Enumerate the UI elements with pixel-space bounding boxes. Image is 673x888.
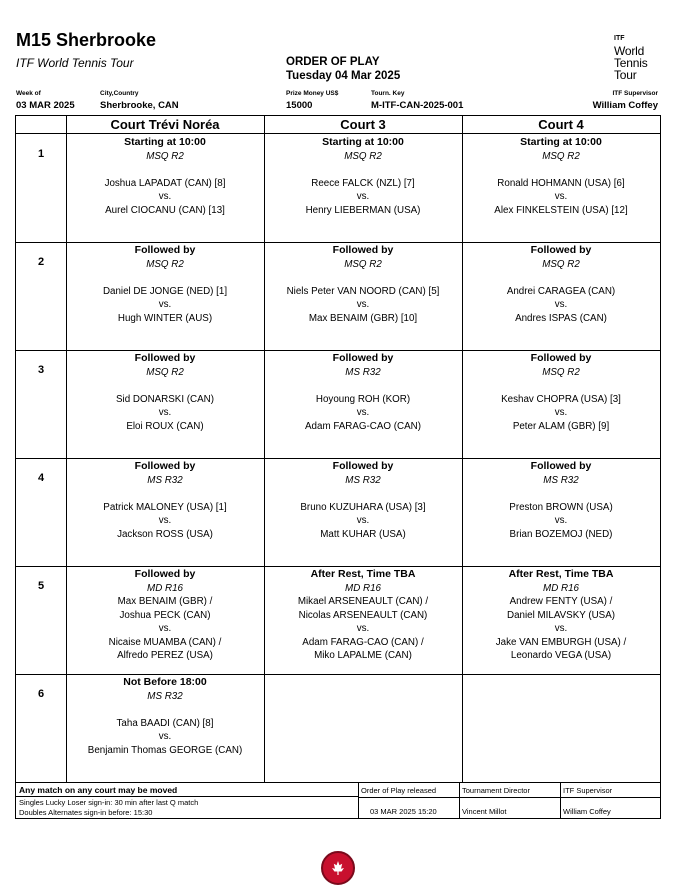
tour-subtitle: ITF World Tennis Tour <box>16 56 134 70</box>
player-name: Andres ISPAS (CAN) <box>515 312 607 324</box>
grid-corner <box>16 116 66 134</box>
supervisor-value: William Coffey <box>592 100 658 111</box>
player-name: Keshav CHOPRA (USA) [3] <box>501 393 621 405</box>
footer-divider <box>459 783 460 818</box>
match-cell <box>264 244 462 325</box>
player-name: Matt KUHAR (USA) <box>320 528 406 540</box>
city-block <box>100 90 179 111</box>
match-start-time: Starting at 10:00 <box>322 136 404 148</box>
logo-line1: World <box>614 44 645 58</box>
match-start-time: Followed by <box>332 352 394 364</box>
week-label: Week of <box>16 90 41 97</box>
spacer <box>264 271 462 285</box>
tennis-canada-seal <box>321 851 355 885</box>
match-start-time: Followed by <box>134 460 196 472</box>
match-start-time: Starting at 10:00 <box>520 136 602 148</box>
versus-label: vs. <box>554 407 568 418</box>
player-name: Mikael ARSENEAULT (CAN) / <box>297 596 429 607</box>
match-round: MS R32 <box>543 474 579 486</box>
versus-label: vs. <box>158 731 172 742</box>
spacer <box>66 163 264 177</box>
logo-itf: ITF <box>614 35 625 42</box>
match-round: MSQ R2 <box>146 258 184 270</box>
alternates-note: Doubles Alternates sign-in before: 15:30 <box>19 808 153 817</box>
match-round: MS R32 <box>147 690 183 702</box>
player-name: Max BENAIM (GBR) [10] <box>308 312 418 324</box>
row-divider <box>16 566 660 567</box>
player-name: Ronald HOHMANN (USA) [6] <box>497 177 625 189</box>
player-name: Reece FALCK (NZL) [7] <box>311 177 415 189</box>
player-name: Joshua PECK (CAN) <box>119 609 211 621</box>
versus-label: vs. <box>554 299 568 310</box>
player-name: Peter ALAM (GBR) [9] <box>512 420 610 432</box>
spacer <box>462 271 660 285</box>
spacer <box>264 163 462 177</box>
match-round: MD R16 <box>147 582 183 594</box>
player-name: Andrew FENTY (USA) / <box>509 596 613 607</box>
footer-rule <box>358 797 660 798</box>
supervisor-label: ITF Supervisor <box>612 90 658 97</box>
player-name: Alex FINKELSTEIN (USA) [12] <box>494 204 628 216</box>
match-round: MSQ R2 <box>146 150 184 162</box>
player-name: Max BENAIM (GBR) / <box>117 596 213 607</box>
match-round: MD R16 <box>543 582 579 594</box>
match-start-time: Followed by <box>134 568 196 580</box>
match-start-time: Followed by <box>134 244 196 256</box>
match-start-time: Followed by <box>332 244 394 256</box>
match-start-time: Starting at 10:00 <box>124 136 206 148</box>
row-number: 2 <box>37 256 45 268</box>
player-name: Brian BOZEMOJ (NED) <box>509 528 613 540</box>
released-value: 03 MAR 2025 15:20 <box>370 807 437 816</box>
match-start-time: Followed by <box>530 244 592 256</box>
logo-line2: Tennis <box>614 56 648 70</box>
versus-label: vs. <box>158 515 172 526</box>
match-round: MSQ R2 <box>542 258 580 270</box>
spacer <box>66 703 264 717</box>
court-move-notice: Any match on any court may be moved <box>16 783 358 797</box>
spacer <box>66 487 264 501</box>
spacer <box>462 379 660 393</box>
maple-leaf-icon <box>332 861 344 875</box>
match-round: MS R32 <box>147 474 183 486</box>
player-name: Leonardo VEGA (USA) <box>510 650 612 661</box>
supervisor-block <box>593 90 658 111</box>
key-block <box>371 90 463 111</box>
spacer <box>66 271 264 285</box>
match-cell <box>66 460 264 541</box>
row-divider <box>16 674 660 675</box>
match-cell <box>66 568 264 663</box>
court-header: Court 3 <box>264 116 462 134</box>
player-name: Nicolas ARSENEAULT (CAN) <box>298 609 428 621</box>
footer-divider <box>560 783 561 818</box>
player-name: Jake VAN EMBURGH (USA) / <box>495 636 627 648</box>
player-name: Daniel MILAVSKY (USA) <box>507 609 615 621</box>
player-name: Miko LAPALME (CAN) <box>314 650 412 661</box>
key-label: Tourn. Key <box>371 90 405 97</box>
spacer <box>264 379 462 393</box>
match-start-time: Followed by <box>530 352 592 364</box>
versus-label: vs. <box>158 299 172 310</box>
prize-value: 15000 <box>286 100 313 111</box>
match-start-time: Followed by <box>332 460 394 472</box>
match-cell <box>66 244 264 325</box>
player-name: Bruno KUZUHARA (USA) [3] <box>300 501 426 513</box>
spacer <box>462 487 660 501</box>
city-label: City,Country <box>100 90 139 97</box>
row-number: 3 <box>37 364 45 376</box>
spacer <box>462 163 660 177</box>
versus-label: vs. <box>158 623 172 634</box>
match-round: MSQ R2 <box>344 150 382 162</box>
player-name: Alfredo PEREZ (USA) <box>117 650 213 661</box>
versus-label: vs. <box>554 191 568 202</box>
court-header: Court Trévi Noréa <box>66 116 264 134</box>
player-name: Patrick MALONEY (USA) [1] <box>103 501 227 513</box>
player-name: Hoyoung ROH (KOR) <box>315 393 411 405</box>
match-cell <box>264 460 462 541</box>
order-of-play-heading: ORDER OF PLAY <box>286 56 380 68</box>
row-number: 5 <box>37 580 45 592</box>
player-name: Nicaise MUAMBA (CAN) / <box>108 636 222 648</box>
match-round: MS R32 <box>345 366 381 378</box>
match-round: MSQ R2 <box>344 258 382 270</box>
order-of-play-grid <box>15 115 661 783</box>
row-divider <box>16 350 660 351</box>
player-name: Adam FARAG-CAO (CAN) <box>305 420 421 432</box>
player-name: Daniel DE JONGE (NED) [1] <box>102 285 228 297</box>
row-number: 4 <box>37 472 45 484</box>
player-name: Eloi ROUX (CAN) <box>126 420 204 432</box>
court-header: Court 4 <box>462 116 660 134</box>
director-value: Vincent Millot <box>462 807 507 816</box>
versus-label: vs. <box>554 515 568 526</box>
player-name: Adam FARAG-CAO (CAN) / <box>302 636 424 648</box>
player-name: Hugh WINTER (AUS) <box>117 312 213 324</box>
player-name: Henry LIEBERMAN (USA) <box>305 204 421 216</box>
match-cell <box>462 568 660 663</box>
week-value: 03 MAR 2025 <box>16 100 75 111</box>
row-divider <box>16 242 660 243</box>
match-start-time: After Rest, Time TBA <box>310 568 416 580</box>
match-cell <box>264 352 462 433</box>
footer <box>15 783 661 819</box>
player-name: Aurel CIOCANU (CAN) [13] <box>105 204 225 216</box>
key-value: M-ITF-CAN-2025-001 <box>371 100 464 111</box>
match-start-time: After Rest, Time TBA <box>508 568 614 580</box>
match-round: MD R16 <box>345 582 381 594</box>
row-number: 1 <box>37 148 45 160</box>
player-name: Benjamin Thomas GEORGE (CAN) <box>87 744 243 756</box>
row-divider <box>16 458 660 459</box>
match-start-time: Not Before 18:00 <box>123 676 207 688</box>
match-start-time: Followed by <box>134 352 196 364</box>
versus-label: vs. <box>356 191 370 202</box>
match-cell <box>462 136 660 217</box>
tournament-title: M15 Sherbrooke <box>16 30 157 50</box>
prize-block <box>286 90 338 111</box>
footer-divider <box>358 783 359 818</box>
director-label: Tournament Director <box>462 786 530 795</box>
match-start-time: Followed by <box>530 460 592 472</box>
match-cell <box>66 676 264 757</box>
match-round: MSQ R2 <box>542 366 580 378</box>
itf-logo <box>614 27 662 82</box>
player-name: Preston BROWN (USA) <box>509 501 613 513</box>
versus-label: vs. <box>158 407 172 418</box>
match-round: MSQ R2 <box>542 150 580 162</box>
logo-line3: Tour <box>614 68 637 82</box>
match-cell <box>264 136 462 217</box>
spacer <box>66 379 264 393</box>
versus-label: vs. <box>554 623 568 634</box>
prize-label: Prize Money US$ <box>286 90 339 97</box>
match-cell <box>66 352 264 433</box>
match-round: MS R32 <box>345 474 381 486</box>
player-name: Sid DONARSKI (CAN) <box>116 393 214 405</box>
week-block <box>16 90 75 111</box>
footer-supervisor-value: William Coffey <box>563 807 611 816</box>
lucky-loser-note: Singles Lucky Loser sign-in: 30 min after last Q match <box>19 798 199 807</box>
match-cell <box>462 352 660 433</box>
released-label: Order of Play released <box>361 786 437 795</box>
versus-label: vs. <box>356 623 370 634</box>
versus-label: vs. <box>356 407 370 418</box>
footer-supervisor-label: ITF Supervisor <box>563 786 613 795</box>
versus-label: vs. <box>158 191 172 202</box>
player-name: Jackson ROSS (USA) <box>117 528 213 540</box>
match-cell <box>66 136 264 217</box>
player-name: Taha BAADI (CAN) [8] <box>116 717 214 729</box>
player-name: Niels Peter VAN NOORD (CAN) [5] <box>286 285 440 297</box>
spacer <box>264 487 462 501</box>
row-number: 6 <box>37 688 45 700</box>
player-name: Andrei CARAGEA (CAN) <box>506 285 616 297</box>
play-date: Tuesday 04 Mar 2025 <box>286 70 401 82</box>
player-name: Joshua LAPADAT (CAN) [8] <box>104 177 226 189</box>
match-round: MSQ R2 <box>146 366 184 378</box>
versus-label: vs. <box>356 299 370 310</box>
match-cell <box>264 568 462 663</box>
match-cell <box>462 244 660 325</box>
match-cell <box>462 460 660 541</box>
versus-label: vs. <box>356 515 370 526</box>
city-value: Sherbrooke, CAN <box>100 100 179 111</box>
